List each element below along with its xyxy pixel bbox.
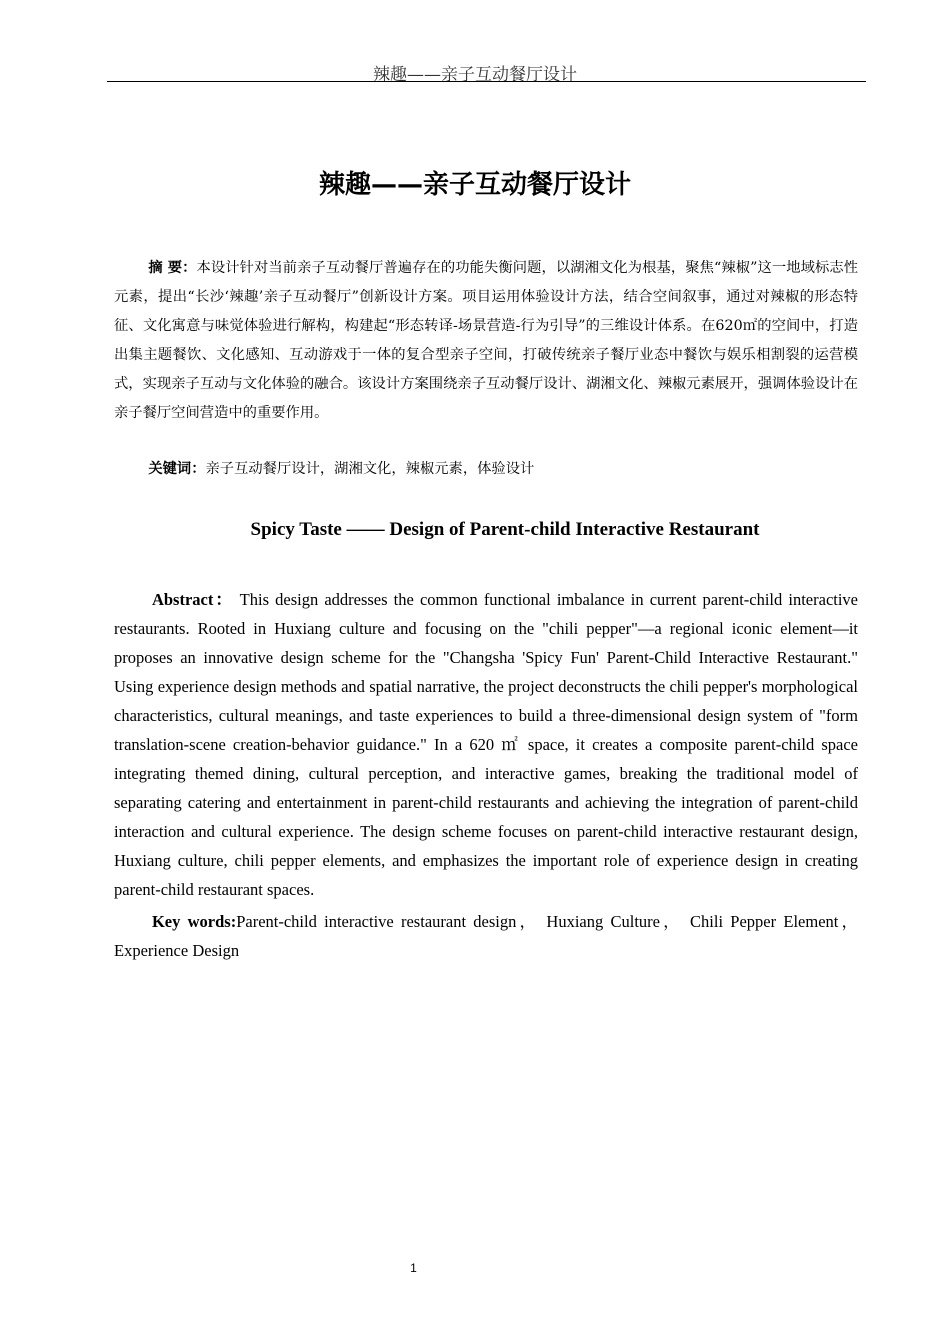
keywords-chinese — [114, 455, 858, 484]
page-number: 1 — [410, 1261, 417, 1275]
abstract-chinese — [114, 254, 858, 428]
page-title-chinese: 辣趣——亲子互动餐厅设计 — [318, 170, 631, 200]
abstract-english-label: Abstract： — [151, 590, 234, 609]
keywords-chinese-label: 关键词： — [148, 461, 206, 477]
page-title-english: Spicy Taste —— Design of Parent-child Interactive Restaurant — [250, 519, 760, 540]
keywords-english — [114, 907, 858, 965]
keywords-english-text: Parent-child interactive restaurant design， Huxiang Culture， Chili Pepper Element， Experience Design — [114, 912, 859, 960]
keywords-chinese-text: 亲子互动餐厅设计，湖湘文化，辣椒元素，体验设计 — [205, 461, 535, 477]
abstract-chinese-label: 摘 要： — [148, 260, 197, 276]
abstract-english-text: This design addresses the common functional imbalance in current parent-child interactive restaurants. Rooted in Huxiang culture and focusing on the "chili pepper"—a regional iconic element—it proposes an innovative design scheme for the "Changsha 'Spicy Fun' Parent-Child Interactive Restaurant." Using experience design methods and spatial narrative, the project deconstructs the chili pepper's morphological characteristics, cultural meanings, and taste experiences to build a three-dimensional design system of "form translation-scene creation-behavior guidance." In a 620 ㎡ space, it creates a composite parent-child space integrating themed dining, cultural perception, and interactive games, breaking the traditional model of separating catering and entertainment in parent-child restaurants and achieving the integration of parent-child interaction and cultural experience. The design scheme focuses on parent-child interactive restaurant design, Huxiang culture, chili pepper elements, and emphasizes the important role of experience design in creating parent-child restaurant spaces. — [114, 590, 859, 899]
keywords-english-label: Key words: — [151, 912, 237, 931]
abstract-english — [114, 585, 858, 904]
header-divider — [107, 81, 866, 82]
running-header: 辣趣——亲子互动餐厅设计 — [373, 65, 577, 85]
abstract-chinese-text: 本设计针对当前亲子互动餐厅普遍存在的功能失衡问题，以湖湘文化为根基，聚焦“辣椒”这一地域标志性元素，提出“长沙‘辣趣’亲子互动餐厅”创新设计方案。项目运用体验设计方法，结合空间叙事，通过对辣椒的形态特征、文化寓意与味觉体验进行解构，构建起“形态转译-场景营造-行为引导”的三维设计体系。在620㎡的空间中，打造出集主题餐饮、文化感知、互动游戏于一体的复合型亲子空间，打破传统亲子餐厅业态中餐饮与娱乐相割裂的运营模式，实现亲子互动与文化体验的融合。该设计方案围绕亲子互动餐厅设计、湖湘文化、辣椒元素展开，强调体验设计在亲子餐厅空间营造中的重要作用。 — [114, 260, 858, 421]
